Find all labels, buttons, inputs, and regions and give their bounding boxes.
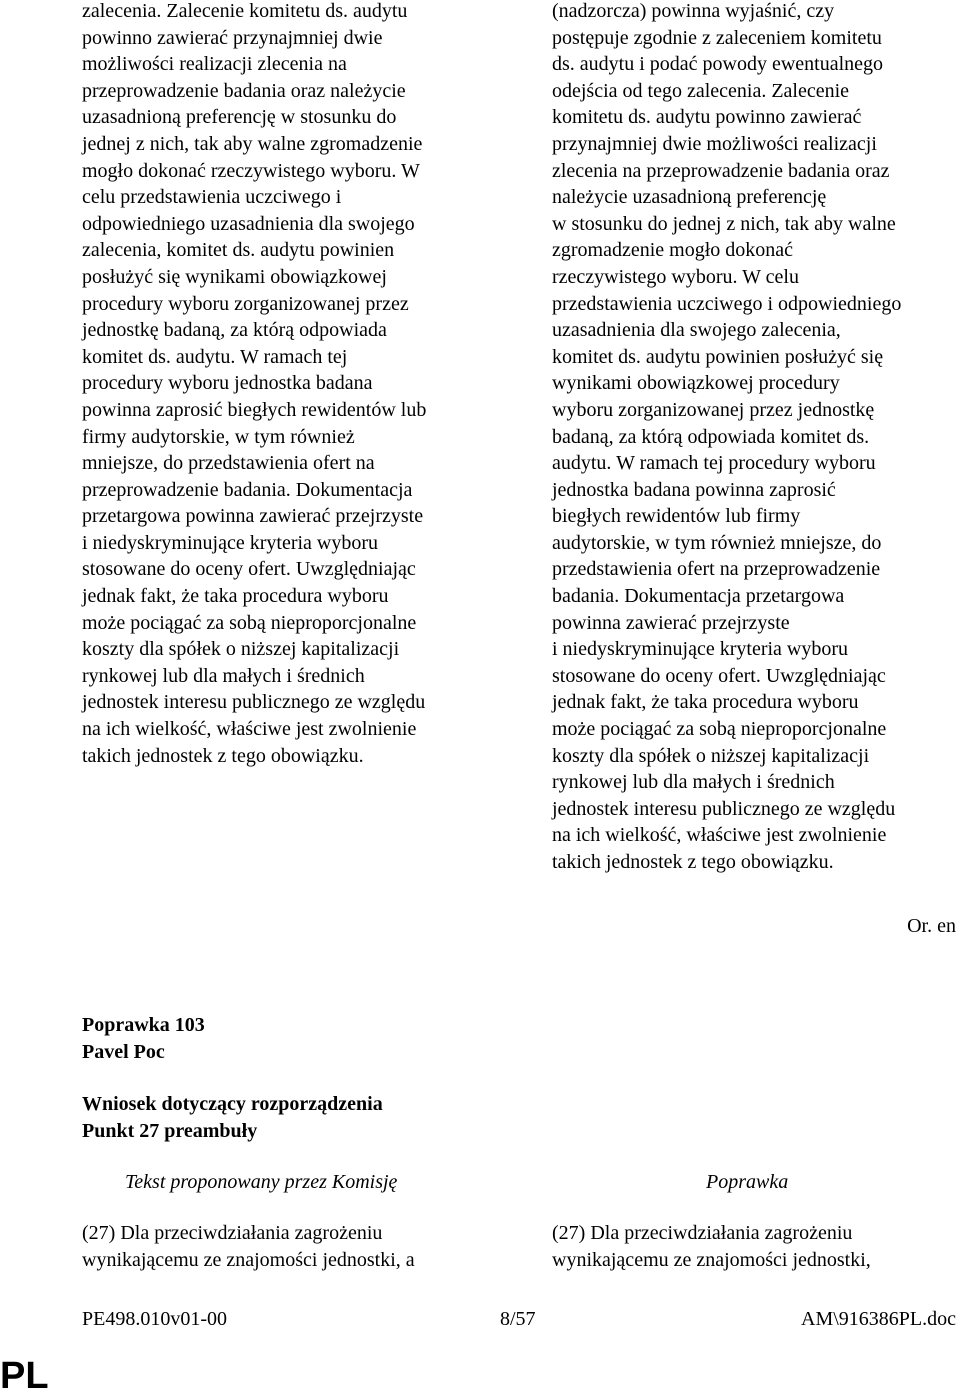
left-text-line: jednak fakt, że taka procedura wyboru [82, 585, 389, 608]
left-text-line: przetargowa powinna zawierać przejrzyste [82, 505, 424, 528]
footer-page-number: 8/57 [500, 1308, 536, 1330]
right-text-line: i niedyskryminujące kryteria wyboru [552, 638, 849, 661]
right-text-line: odejścia od tego zalecenia. Zalecenie [552, 79, 850, 102]
right-text-line: badania. Dokumentacja przetargowa [552, 585, 845, 608]
left-text-line: na ich wielkość, właściwe jest zwolnienie [82, 718, 417, 741]
amendment-author: Pavel Poc [82, 1040, 165, 1063]
left-text-line: procedury wyboru zorganizowanej przez [82, 292, 409, 315]
commission-text-header: Tekst proponowany przez Komisję [125, 1171, 398, 1193]
commission-text-cell [82, 1220, 415, 1273]
left-text-line: takich jednostek z tego obowiązku. [82, 744, 364, 767]
original-language-note: Or. en [907, 915, 956, 937]
right-text-line: wynikami obowiązkowej procedury [552, 372, 840, 395]
right-text-line: takich jednostek z tego obowiązku. [552, 851, 834, 873]
left-text-line: zalecenia. Zalecenie komitetu ds. audytu [82, 0, 408, 22]
amendment-text-line: wynikającemu ze znajomości jednostki, [552, 1248, 871, 1271]
amendment-text-header: Poprawka [706, 1171, 789, 1193]
left-text-line: przeprowadzenie badania. Dokumentacja [82, 478, 413, 501]
left-text-line: stosowane do oceny ofert. Uwzględniając [82, 558, 416, 581]
right-text-line: postępuje zgodnie z zaleceniem komitetu [552, 26, 882, 49]
left-text-line: możliwości realizacji zlecenia na [82, 53, 347, 76]
right-text-column [552, 0, 960, 876]
left-text-line: mniejsze, do przedstawienia ofert na [82, 452, 375, 475]
amendment-text-line: (27) Dla przeciwdziałania zagrożeniu [552, 1222, 853, 1244]
left-text-line: może pociągać za sobą nieproporcjonalne [82, 611, 417, 634]
right-text-line: audytu. W ramach tej procedury wyboru [552, 452, 876, 475]
recital-point: Punkt 27 preambuły [82, 1119, 258, 1142]
left-text-line: i niedyskryminujące kryteria wyboru [82, 531, 379, 554]
right-text-line: jednostek interesu publicznego ze względu [552, 797, 896, 820]
right-text-line: stosowane do oceny ofert. Uwzględniając [552, 664, 886, 687]
language-code: PL [0, 1355, 49, 1397]
right-text-line: jednak fakt, że taka procedura wyboru [552, 691, 859, 714]
right-text-line: biegłych rewidentów lub firmy [552, 505, 801, 528]
right-text-line: przedstawienia uczciwego i odpowiedniego [552, 292, 902, 315]
left-text-line: jednostek interesu publicznego ze względu [82, 691, 426, 714]
right-text-line: audytorskie, w tym również mniejsze, do [552, 531, 882, 554]
left-text-line: procedury wyboru jednostka badana [82, 372, 373, 395]
proposal-title: Wniosek dotyczący rozporządzenia [82, 1093, 383, 1115]
right-text-line: przynajmniej dwie możliwości realizacji [552, 132, 877, 155]
left-text-line: firmy audytorskie, w tym również [82, 425, 355, 448]
left-text-line: jednej z nich, tak aby walne zgromadzenie [82, 132, 423, 155]
right-text-line: w stosunku do jednej z nich, tak aby walne [552, 212, 896, 235]
amendment-header [82, 1012, 205, 1065]
left-text-line: powinno zawierać przynajmniej dwie [82, 26, 383, 49]
left-text-line: zalecenia, komitet ds. audytu powinien [82, 239, 395, 262]
left-text-line: odpowiedniego uzasadnienia dla swojego [82, 212, 415, 235]
left-text-line: uzasadnioną preferencję w stosunku do [82, 106, 397, 129]
right-text-line: jednostka badana powinna zaprosić [552, 478, 836, 501]
right-text-line: ds. audytu i podać powody ewentualnego [552, 53, 884, 76]
right-text-line: rynkowej lub dla małych i średnich [552, 771, 835, 794]
left-text-column [82, 0, 500, 769]
right-text-line: uzasadnienia dla swojego zalecenia, [552, 319, 841, 342]
left-text-line: mogło dokonać rzeczywistego wyboru. W [82, 159, 420, 182]
amendment-number: Poprawka 103 [82, 1014, 205, 1036]
right-text-line: (nadzorcza) powinna wyjaśnić, czy [552, 0, 835, 22]
right-text-line: wyboru zorganizowanej przez jednostkę [552, 398, 875, 421]
left-text-line: komitet ds. audytu. W ramach tej [82, 345, 348, 368]
left-text-line: powinna zaprosić biegłych rewidentów lub [82, 398, 427, 421]
amendment-text-cell [552, 1220, 871, 1273]
left-text-line: posłużyć się wynikami obowiązkowej [82, 265, 387, 288]
footer-file-reference: AM\916386PL.doc [801, 1308, 956, 1330]
right-text-line: komitet ds. audytu powinien posłużyć się [552, 345, 884, 368]
right-text-line: zgromadzenie mogło dokonać [552, 239, 794, 262]
right-text-line: rzeczywistego wyboru. W celu [552, 265, 799, 288]
right-text-line: zlecenia na przeprowadzenie badania oraz [552, 159, 890, 182]
right-text-line: komitetu ds. audytu powinno zawierać [552, 106, 862, 129]
right-text-line: badaną, za którą odpowiada komitet ds. [552, 425, 870, 448]
commission-text-line: wynikającemu ze znajomości jednostki, a [82, 1248, 415, 1271]
commission-text-line: (27) Dla przeciwdziałania zagrożeniu [82, 1222, 383, 1244]
footer-document-reference: PE498.010v01-00 [82, 1308, 227, 1330]
left-text-line: jednostkę badaną, za którą odpowiada [82, 319, 387, 342]
right-text-line: powinna zawierać przejrzyste [552, 611, 790, 634]
right-text-line: należycie uzasadnioną preferencję [552, 186, 827, 209]
right-text-line: na ich wielkość, właściwe jest zwolnienie [552, 824, 887, 847]
amendment-target [82, 1091, 383, 1144]
left-text-line: przeprowadzenie badania oraz należycie [82, 79, 406, 102]
left-text-line: koszty dla spółek o niższej kapitalizacji [82, 638, 400, 661]
right-text-line: przedstawienia ofert na przeprowadzenie [552, 558, 881, 581]
right-text-line: może pociągać za sobą nieproporcjonalne [552, 718, 887, 741]
left-text-line: celu przedstawienia uczciwego i [82, 186, 342, 209]
left-text-line: rynkowej lub dla małych i średnich [82, 664, 365, 687]
right-text-line: koszty dla spółek o niższej kapitalizacji [552, 744, 870, 767]
